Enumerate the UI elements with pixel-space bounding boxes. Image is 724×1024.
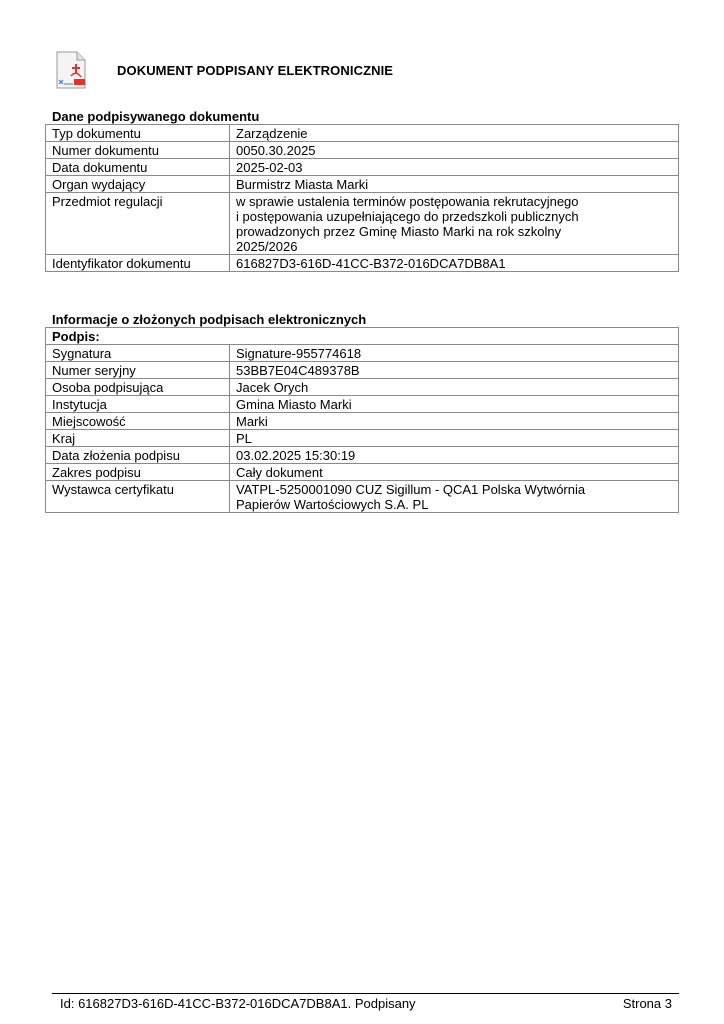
signature-label: Miejscowość (46, 413, 230, 430)
signature-label: Data złożenia podpisu (46, 447, 230, 464)
signature-value: 53BB7E04C489378B (230, 362, 679, 379)
document-row (46, 142, 679, 159)
signature-row (46, 413, 679, 430)
signature-row (46, 481, 679, 513)
signature-row (46, 362, 679, 379)
pdf-signature-file-icon (53, 50, 93, 90)
signature-value: Marki (230, 413, 679, 430)
document-label: Numer dokumentu (46, 142, 230, 159)
footer-page-number: Strona 3 (622, 996, 672, 1011)
document-row (46, 255, 679, 272)
signature-label: Instytucja (46, 396, 230, 413)
signature-row (46, 345, 679, 362)
signature-label: Osoba podpisująca (46, 379, 230, 396)
signature-row (46, 430, 679, 447)
document-row (46, 159, 679, 176)
signature-label: Numer seryjny (46, 362, 230, 379)
signature-value: Signature-955774618 (230, 345, 679, 362)
signature-value: 03.02.2025 15:30:19 (230, 447, 679, 464)
signature-row (46, 464, 679, 481)
signature-row (46, 379, 679, 396)
document-value: 2025-02-03 (230, 159, 679, 176)
document-data-table (45, 124, 679, 272)
document-label: Przedmiot regulacji (46, 193, 230, 255)
signature-row (46, 396, 679, 413)
document-row (46, 176, 679, 193)
footer-divider (52, 993, 679, 994)
signature-value: Jacek Orych (230, 379, 679, 396)
signatures-heading: Informacje o złożonych podpisach elektronicznych (52, 312, 367, 327)
signature-header-cell: Podpis: (46, 328, 679, 345)
signature-label: Kraj (46, 430, 230, 447)
document-value: 0050.30.2025 (230, 142, 679, 159)
document-label: Data dokumentu (46, 159, 230, 176)
document-signed-title: DOKUMENT PODPISANY ELEKTRONICZNIE (117, 63, 394, 78)
document-label: Identyfikator dokumentu (46, 255, 230, 272)
signature-value: PL (230, 430, 679, 447)
signature-label: Wystawca certyfikatu (46, 481, 230, 513)
footer-document-id: Id: 616827D3-616D-41CC-B372-016DCA7DB8A1. Podpisany (60, 996, 416, 1011)
document-label: Typ dokumentu (46, 125, 230, 142)
signature-value: VATPL-5250001090 CUZ Sigillum - QCA1 Polska Wytwórnia Papierów Wartościowych S.A. PL (230, 481, 679, 513)
signature-table (45, 327, 679, 513)
signature-value: Cały dokument (230, 464, 679, 481)
signature-value: Gmina Miasto Marki (230, 396, 679, 413)
signature-row (46, 447, 679, 464)
document-label: Organ wydający (46, 176, 230, 193)
document-value: Burmistrz Miasta Marki (230, 176, 679, 193)
document-value: w sprawie ustalenia terminów postępowania rekrutacyjnego i postępowania uzupełniającego do przedszkoli publicznych prowadzonych przez Gminę Miasto Marki na rok szkolny 2025/2026 (230, 193, 679, 255)
document-row (46, 125, 679, 142)
signature-header-row (46, 328, 679, 345)
document-value: 616827D3-616D-41CC-B372-016DCA7DB8A1 (230, 255, 679, 272)
document-value: Zarządzenie (230, 125, 679, 142)
document-data-heading: Dane podpisywanego dokumentu (52, 109, 260, 124)
signature-label: Zakres podpisu (46, 464, 230, 481)
document-row (46, 193, 679, 255)
signature-label: Sygnatura (46, 345, 230, 362)
